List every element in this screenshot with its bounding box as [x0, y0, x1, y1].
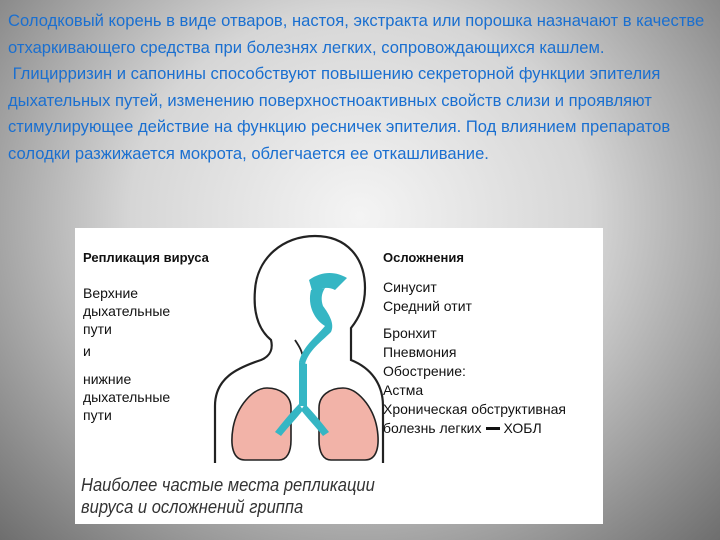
respiratory-diagram: [175, 228, 385, 463]
dash-icon: [486, 427, 500, 430]
complication-item: Хроническая обструктивная: [383, 401, 566, 417]
complication-item: Синусит: [383, 279, 437, 295]
figure-caption: Наиболее частые места репликации вируса и осложнений гриппа: [81, 475, 375, 517]
site-line: дыхательные: [83, 389, 171, 405]
influenza-figure: [75, 228, 603, 524]
slide-text: [8, 8, 714, 167]
complications-heading: Осложнения: [383, 250, 464, 265]
complication-item: Обострение:: [383, 363, 466, 379]
site-line: пути: [83, 321, 112, 337]
paragraph-licorice: Солодковый корень в виде отваров, настоя, экстракта или порошка назначают в качестве отхаркивающего средства при болезнях легких, сопровождающихся кашлем.: [8, 11, 705, 57]
right-lung: [319, 388, 378, 460]
complication-item: Средний отит: [383, 298, 472, 314]
site-line: дыхательные: [83, 303, 171, 319]
complication-item: Бронхит: [383, 325, 437, 341]
complication-item: Астма: [383, 382, 424, 398]
complications-list: [383, 278, 566, 438]
site-line: и: [83, 343, 91, 359]
site-line: Верхние: [83, 285, 139, 301]
complication-item-copd: болезнь легких ХОБЛ: [383, 420, 542, 436]
site-line: пути: [83, 407, 112, 423]
trachea: [299, 362, 307, 406]
virus-replication-heading: Репликация вируса: [83, 250, 209, 265]
replication-sites-list: [83, 284, 170, 424]
paragraph-glycyrrhizin: Глицирризин и сапонины способствуют повышению секреторной функции эпителия дыхательных путей, изменению поверхностноактивных свойств слизи и проявляют стимулирующее действие на функцию ресничек эпителия. Под влиянием препаратов солодки разжижается мокрота, облегчается ее откашливание.: [8, 64, 675, 163]
airway-tract: [299, 288, 332, 364]
site-line: нижние: [83, 371, 132, 387]
complication-item: Пневмония: [383, 344, 457, 360]
